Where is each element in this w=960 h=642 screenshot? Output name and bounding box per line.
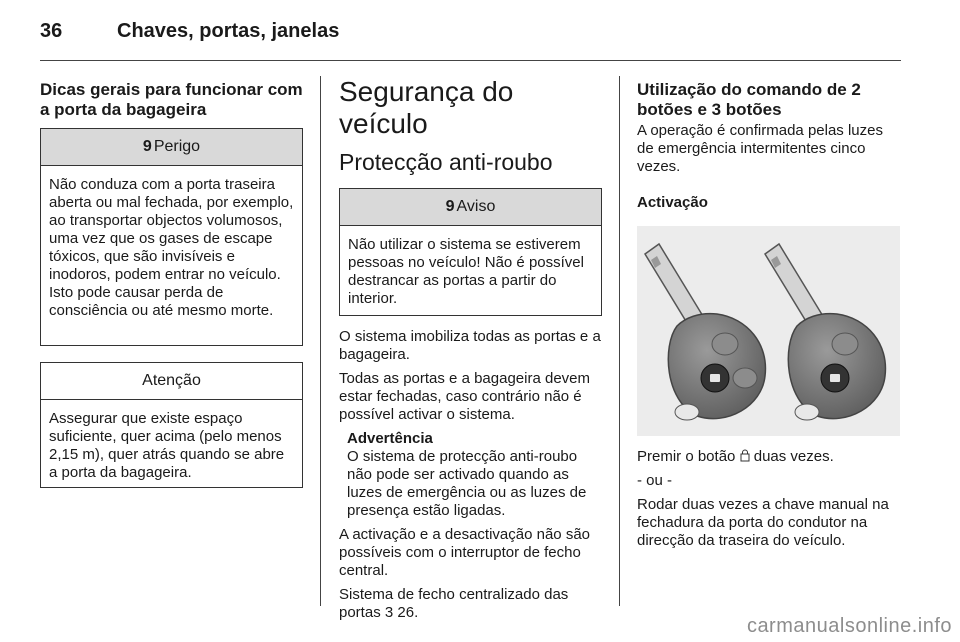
page-title: Chaves, portas, janelas	[117, 20, 340, 42]
remote-keys-illustration	[637, 226, 900, 436]
or-separator: - ou -	[637, 472, 673, 489]
caution-box	[40, 362, 303, 488]
press-instruction-pre: Premir o botão	[637, 448, 736, 465]
section-heading: Protecção anti-roubo	[339, 149, 553, 175]
page-reference-link[interactable]	[385, 604, 418, 621]
paragraph-4-text: Sistema de fecho centralizado das portas	[339, 586, 569, 621]
page-number: 36	[40, 20, 63, 42]
activation-subheading: Activação	[637, 194, 708, 211]
chapter-heading: Segurança do veículo	[339, 76, 514, 139]
column-1	[40, 80, 303, 488]
press-instruction	[637, 448, 900, 466]
press-instruction-post: duas vezes.	[753, 448, 834, 465]
key-2	[765, 244, 885, 420]
section-heading: Dicas gerais para funcionar com a porta da bagageira	[40, 80, 303, 119]
warning-box-header	[340, 189, 601, 226]
warning-triangle-icon: 9	[142, 138, 152, 155]
caution-box-header: Atenção	[41, 363, 302, 400]
warning-box	[339, 188, 602, 316]
note-block	[339, 430, 602, 520]
column-divider-1	[320, 76, 321, 606]
reference-arrow-icon: 3	[384, 604, 394, 621]
danger-title: Perigo	[153, 138, 201, 155]
danger-text: Não conduza com a porta traseira aberta ou mal fechada, por exemplo, ao transportar objectos volumosos, uma vez que os gases de escape tóxicos, que são invisíveis e inodoros, podem entrar no veículo. Isto pode causar perda de consciência ou até mesmo morte.	[49, 176, 294, 319]
intro-text: A operação é confirmada pelas luzes de emergência intermitentes cinco vezes.	[637, 122, 883, 175]
paragraph-3: A activação e a desactivação não são possíveis com o interruptor de fecho central.	[339, 526, 591, 579]
danger-box	[40, 128, 303, 346]
paragraph-2: Todas as portas e a bagageira devem estar fechadas, caso contrário não é possível activar o sistema.	[339, 370, 590, 423]
paragraph-1: O sistema imobiliza todas as portas e a bagageira.	[339, 328, 601, 363]
danger-box-header	[41, 129, 302, 166]
note-label: Advertência	[347, 430, 433, 447]
key-1	[645, 244, 765, 420]
warning-title: Aviso	[456, 198, 496, 215]
reference-page: 26.	[397, 604, 419, 621]
section-heading: Utilização do comando de 2 botões e 3 botões	[637, 80, 861, 119]
warning-triangle-icon: 9	[445, 198, 455, 215]
lock-icon	[740, 449, 750, 462]
warning-text: Não utilizar o sistema se estiverem pessoas no veículo! Não é possível destrancar as portas a partir do interior.	[348, 236, 584, 307]
watermark: carmanualsonline.info	[746, 615, 952, 637]
header-rule	[40, 60, 901, 61]
column-divider-2	[619, 76, 620, 606]
paragraph-4	[339, 586, 602, 622]
caution-text: Assegurar que existe espaço suficiente, quer acima (pelo menos 2,15 m), quer atrás quando se abre a porta da bagageira.	[49, 410, 285, 481]
remote-keys-svg	[637, 226, 900, 436]
column-3	[637, 80, 900, 556]
manual-key-instruction: Rodar duas vezes a chave manual na fechadura da porta do condutor na direcção da traseira do veículo.	[637, 496, 889, 549]
column-2	[339, 76, 602, 628]
note-text: O sistema de protecção anti-roubo não pode ser activado quando as luzes de emergência ou as luzes de presença estão ligadas.	[347, 448, 587, 519]
